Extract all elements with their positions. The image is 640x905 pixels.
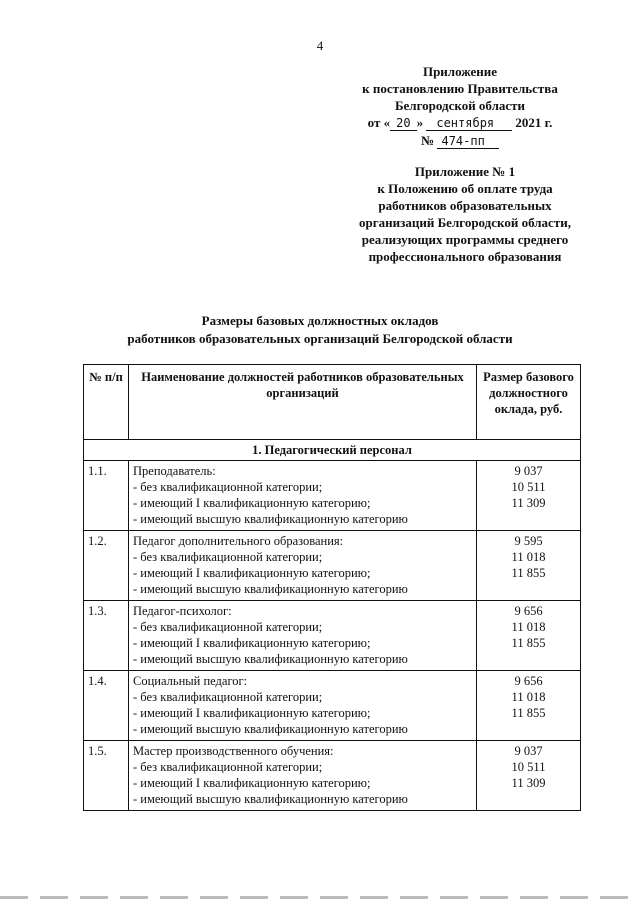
- row-number: 1.1.: [84, 461, 129, 531]
- table-row: [84, 601, 581, 671]
- appendix1-line: профессионального образования: [368, 249, 562, 264]
- date-mid: »: [416, 115, 424, 130]
- number-prefix: №: [421, 133, 435, 148]
- salary-value: 9 037: [514, 744, 543, 758]
- appendix-number: [340, 132, 580, 150]
- row-position: [129, 461, 477, 531]
- document-title: [0, 312, 640, 348]
- row-salaries: [477, 741, 581, 811]
- position-item: - имеющий высшую квалификационную категорию: [133, 582, 408, 596]
- position-item: - имеющий высшую квалификационную категорию: [133, 722, 408, 736]
- position-item: - имеющий I квалификационную категорию;: [133, 566, 371, 580]
- number-value: 474-пп: [437, 134, 498, 149]
- salary-value: 11 855: [511, 566, 546, 580]
- salary-value: 9 595: [514, 534, 543, 548]
- appendix1-line: к Положению об оплате труда: [377, 181, 553, 196]
- appendix-line: Белгородской области: [394, 98, 526, 113]
- salary-value: 10 511: [511, 760, 546, 774]
- row-number: 1.2.: [84, 531, 129, 601]
- position-item: - имеющий высшую квалификационную категорию: [133, 792, 408, 806]
- appendix1-line: организаций Белгородской области,: [359, 215, 571, 230]
- table-row: [84, 671, 581, 741]
- position-item: - без квалификационной категории;: [133, 690, 323, 704]
- header-num: № п/п: [84, 365, 129, 440]
- row-number: 1.3.: [84, 601, 129, 671]
- row-salaries: [477, 601, 581, 671]
- salary-value: 9 656: [514, 604, 543, 618]
- appendix-line: к постановлению Правительства: [362, 81, 558, 96]
- position-title: Педагог дополнительного образования:: [133, 534, 344, 548]
- header-name: Наименование должностей работников образовательных организаций: [129, 365, 477, 440]
- table-header-row: [84, 365, 581, 440]
- position-item: - имеющий I квалификационную категорию;: [133, 706, 371, 720]
- position-item: - имеющий высшую квалификационную категорию: [133, 512, 408, 526]
- appendix-resolution-block: [340, 63, 580, 150]
- appendix1-line: реализующих программы среднего: [361, 232, 569, 247]
- position-title: Преподаватель:: [133, 464, 216, 478]
- table-row: [84, 461, 581, 531]
- salary-value: 11 018: [511, 690, 546, 704]
- row-position: [129, 741, 477, 811]
- salary-value: 11 018: [511, 550, 546, 564]
- salary-value: 11 855: [511, 706, 546, 720]
- table-row: [84, 531, 581, 601]
- salary-value: 11 309: [511, 496, 546, 510]
- position-item: - без квалификационной категории;: [133, 760, 323, 774]
- row-number: 1.4.: [84, 671, 129, 741]
- position-item: - имеющий I квалификационную категорию;: [133, 776, 371, 790]
- position-title: Мастер производственного обучения:: [133, 744, 334, 758]
- appendix1-line: Приложение № 1: [414, 164, 516, 179]
- position-item: - имеющий I квалификационную категорию;: [133, 636, 371, 650]
- position-title: Педагог-психолог:: [133, 604, 232, 618]
- page-number: 4: [316, 38, 324, 53]
- salary-value: 11 855: [511, 636, 546, 650]
- date-prefix: от «: [367, 115, 391, 130]
- appendix-title: Приложение: [422, 64, 498, 79]
- document-title-line: Размеры базовых должностных окладов: [201, 313, 439, 328]
- position-item: - без квалификационной категории;: [133, 620, 323, 634]
- appendix-date: [340, 114, 580, 132]
- appendix1-block: [330, 163, 600, 265]
- row-salaries: [477, 531, 581, 601]
- position-item: - без квалификационной категории;: [133, 550, 323, 564]
- document-title-line: работников образовательных организаций Белгородской области: [127, 331, 513, 346]
- date-month: сентября: [426, 116, 512, 131]
- appendix1-line: работников образовательных: [378, 198, 552, 213]
- row-position: [129, 671, 477, 741]
- row-salaries: [477, 461, 581, 531]
- position-title: Социальный педагог:: [133, 674, 248, 688]
- section-row: [84, 440, 581, 461]
- date-day: 20: [390, 116, 416, 131]
- table-row: [84, 741, 581, 811]
- row-position: [129, 601, 477, 671]
- position-item: - без квалификационной категории;: [133, 480, 323, 494]
- header-salary: Размер базового должностного оклада, руб.: [477, 365, 581, 440]
- salary-value: 9 037: [514, 464, 543, 478]
- date-year: 2021 г.: [515, 115, 553, 130]
- salary-value: 9 656: [514, 674, 543, 688]
- row-position: [129, 531, 477, 601]
- salary-value: 11 018: [511, 620, 546, 634]
- position-item: - имеющий высшую квалификационную категорию: [133, 652, 408, 666]
- position-item: - имеющий I квалификационную категорию;: [133, 496, 371, 510]
- section-title: 1. Педагогический персонал: [84, 440, 581, 461]
- salary-value: 10 511: [511, 480, 546, 494]
- row-salaries: [477, 671, 581, 741]
- scan-edge-marks: [0, 896, 640, 899]
- salary-table: [83, 364, 581, 811]
- row-number: 1.5.: [84, 741, 129, 811]
- salary-value: 11 309: [511, 776, 546, 790]
